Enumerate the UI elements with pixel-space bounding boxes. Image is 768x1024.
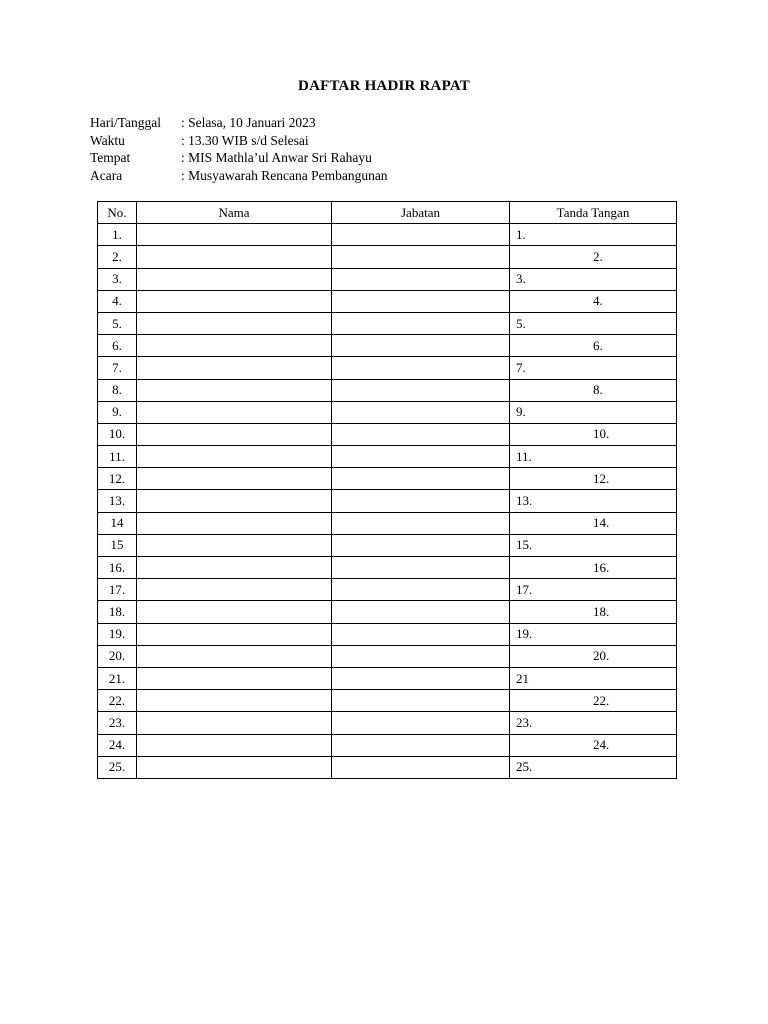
signature-number: 19.: [516, 626, 533, 642]
signature-number: 12.: [593, 470, 610, 486]
table-row: [98, 756, 677, 778]
name-cell[interactable]: [137, 490, 332, 512]
name-cell[interactable]: [137, 690, 332, 712]
position-cell[interactable]: [332, 557, 510, 579]
table-row: [98, 579, 677, 601]
table-row: [98, 734, 677, 756]
signature-cell[interactable]: [510, 623, 677, 645]
position-cell[interactable]: [332, 579, 510, 601]
position-cell[interactable]: [332, 623, 510, 645]
row-number: 19.: [98, 623, 137, 645]
table-row: [98, 312, 677, 334]
table-row: [98, 490, 677, 512]
signature-number: 25.: [516, 759, 533, 775]
position-cell[interactable]: [332, 379, 510, 401]
signature-cell[interactable]: [510, 645, 677, 667]
name-cell[interactable]: [137, 579, 332, 601]
info-row-time: [90, 132, 388, 150]
info-label: Hari/Tanggal: [90, 115, 162, 130]
header-nama: Nama: [137, 202, 332, 224]
signature-cell[interactable]: [510, 224, 677, 246]
page-title: DAFTAR HADIR RAPAT: [298, 78, 470, 94]
table-row: [98, 468, 677, 490]
signature-number: 2.: [593, 248, 603, 264]
signature-number: 11.: [516, 448, 532, 464]
table-row: [98, 534, 677, 556]
signature-cell[interactable]: [510, 246, 677, 268]
info-row-date: [90, 114, 388, 132]
signature-cell[interactable]: [510, 712, 677, 734]
table-row: [98, 645, 677, 667]
header-no: No.: [98, 202, 137, 224]
position-cell[interactable]: [332, 468, 510, 490]
row-number: 23.: [98, 712, 137, 734]
row-number: 5.: [98, 312, 137, 334]
row-number: 15: [98, 534, 137, 556]
info-value: : Selasa, 10 Januari 2023: [181, 115, 316, 130]
table-row: [98, 712, 677, 734]
name-cell[interactable]: [137, 268, 332, 290]
signature-number: 1.: [516, 226, 526, 242]
signature-number: 8.: [593, 382, 603, 398]
name-cell[interactable]: [137, 734, 332, 756]
signature-cell[interactable]: [510, 379, 677, 401]
signature-number: 16.: [593, 559, 610, 575]
signature-number: 18.: [593, 603, 610, 619]
row-number: 2.: [98, 246, 137, 268]
name-cell[interactable]: [137, 512, 332, 534]
signature-cell[interactable]: [510, 512, 677, 534]
signature-cell[interactable]: [510, 690, 677, 712]
header-tanda-tangan: Tanda Tangan: [510, 202, 677, 224]
name-cell[interactable]: [137, 290, 332, 312]
signature-cell[interactable]: [510, 601, 677, 623]
name-cell[interactable]: [137, 312, 332, 334]
signature-number: 22.: [593, 692, 610, 708]
signature-cell[interactable]: [510, 579, 677, 601]
name-cell[interactable]: [137, 534, 332, 556]
signature-number: 21: [516, 670, 529, 686]
signature-number: 23.: [516, 714, 533, 730]
signature-cell[interactable]: [510, 468, 677, 490]
row-number: 13.: [98, 490, 137, 512]
table-row: [98, 335, 677, 357]
info-label: Waktu: [90, 132, 125, 148]
info-value: : 13.30 WIB s/d Selesai: [181, 132, 309, 148]
table-row: [98, 512, 677, 534]
row-number: 17.: [98, 579, 137, 601]
name-cell[interactable]: [137, 446, 332, 468]
signature-number: 9.: [516, 404, 526, 420]
signature-cell[interactable]: [510, 401, 677, 423]
position-cell[interactable]: [332, 490, 510, 512]
name-cell[interactable]: [137, 335, 332, 357]
signature-cell[interactable]: [510, 756, 677, 778]
position-cell[interactable]: [332, 756, 510, 778]
info-value: : Musyawarah Rencana Pembangunan: [181, 167, 388, 183]
name-cell[interactable]: [137, 712, 332, 734]
position-cell[interactable]: [332, 645, 510, 667]
signature-number: 7.: [516, 359, 526, 375]
position-cell[interactable]: [332, 690, 510, 712]
table-row: [98, 224, 677, 246]
name-cell[interactable]: [137, 468, 332, 490]
signature-number: 6.: [593, 337, 603, 353]
position-cell[interactable]: [332, 224, 510, 246]
signature-number: 20.: [593, 648, 610, 664]
signature-number: 5.: [516, 315, 526, 331]
table-row: [98, 379, 677, 401]
name-cell[interactable]: [137, 357, 332, 379]
position-cell[interactable]: [332, 335, 510, 357]
row-number: 3.: [98, 268, 137, 290]
position-cell[interactable]: [332, 446, 510, 468]
name-cell[interactable]: [137, 557, 332, 579]
table-row: [98, 667, 677, 689]
name-cell[interactable]: [137, 423, 332, 445]
row-number: 10.: [98, 423, 137, 445]
table-row: [98, 401, 677, 423]
name-cell[interactable]: [137, 246, 332, 268]
table-row: [98, 690, 677, 712]
table-body: [98, 224, 677, 779]
signature-cell[interactable]: [510, 357, 677, 379]
position-cell[interactable]: [332, 268, 510, 290]
table-row: [98, 601, 677, 623]
signature-number: 13.: [516, 493, 533, 509]
info-value: : MIS Mathla’ul Anwar Sri Rahayu: [181, 150, 372, 165]
signature-cell[interactable]: [510, 734, 677, 756]
row-number: 22.: [98, 690, 137, 712]
table-row: [98, 446, 677, 468]
row-number: 16.: [98, 557, 137, 579]
info-row-place: [90, 149, 388, 167]
name-cell[interactable]: [137, 756, 332, 778]
position-cell[interactable]: [332, 734, 510, 756]
row-number: 4.: [98, 290, 137, 312]
signature-cell[interactable]: [510, 667, 677, 689]
signature-number: 24.: [593, 737, 610, 753]
name-cell[interactable]: [137, 623, 332, 645]
signature-cell[interactable]: [510, 335, 677, 357]
row-number: 24.: [98, 734, 137, 756]
table-row: [98, 246, 677, 268]
position-cell[interactable]: [332, 534, 510, 556]
row-number: 9.: [98, 401, 137, 423]
row-number: 25.: [98, 756, 137, 778]
position-cell[interactable]: [332, 312, 510, 334]
position-cell[interactable]: [332, 512, 510, 534]
signature-cell[interactable]: [510, 557, 677, 579]
name-cell[interactable]: [137, 645, 332, 667]
meeting-info: [90, 114, 388, 184]
signature-number: 3.: [516, 271, 526, 287]
name-cell[interactable]: [137, 224, 332, 246]
table-row: [98, 623, 677, 645]
row-number: 1.: [98, 224, 137, 246]
name-cell[interactable]: [137, 401, 332, 423]
signature-cell[interactable]: [510, 534, 677, 556]
signature-number: 4.: [593, 293, 603, 309]
info-row-agenda: [90, 167, 388, 185]
signature-cell[interactable]: [510, 268, 677, 290]
info-label: Tempat: [90, 150, 131, 165]
name-cell[interactable]: [137, 601, 332, 623]
table-row: [98, 423, 677, 445]
signature-cell[interactable]: [510, 490, 677, 512]
signature-number: 10.: [593, 426, 610, 442]
row-number: 11.: [98, 446, 137, 468]
signature-cell[interactable]: [510, 423, 677, 445]
signature-number: 14.: [593, 515, 610, 531]
row-number: 21.: [98, 667, 137, 689]
position-cell[interactable]: [332, 601, 510, 623]
position-cell[interactable]: [332, 246, 510, 268]
table-row: [98, 357, 677, 379]
name-cell[interactable]: [137, 667, 332, 689]
row-number: 7.: [98, 357, 137, 379]
row-number: 12.: [98, 468, 137, 490]
position-cell[interactable]: [332, 290, 510, 312]
row-number: 8.: [98, 379, 137, 401]
signature-number: 17.: [516, 581, 533, 597]
signature-cell[interactable]: [510, 312, 677, 334]
position-cell[interactable]: [332, 667, 510, 689]
info-label: Acara: [90, 167, 123, 183]
row-number: 18.: [98, 601, 137, 623]
row-number: 6.: [98, 335, 137, 357]
row-number: 20.: [98, 645, 137, 667]
table-header-row: [98, 202, 677, 224]
signature-cell[interactable]: [510, 290, 677, 312]
position-cell[interactable]: [332, 357, 510, 379]
position-cell[interactable]: [332, 401, 510, 423]
header-jabatan: Jabatan: [332, 202, 510, 224]
row-number: 14: [98, 512, 137, 534]
table-row: [98, 268, 677, 290]
table-row: [98, 290, 677, 312]
position-cell[interactable]: [332, 423, 510, 445]
signature-number: 15.: [516, 537, 533, 553]
position-cell[interactable]: [332, 712, 510, 734]
table-row: [98, 557, 677, 579]
signature-cell[interactable]: [510, 446, 677, 468]
attendance-table: [97, 201, 677, 779]
name-cell[interactable]: [137, 379, 332, 401]
